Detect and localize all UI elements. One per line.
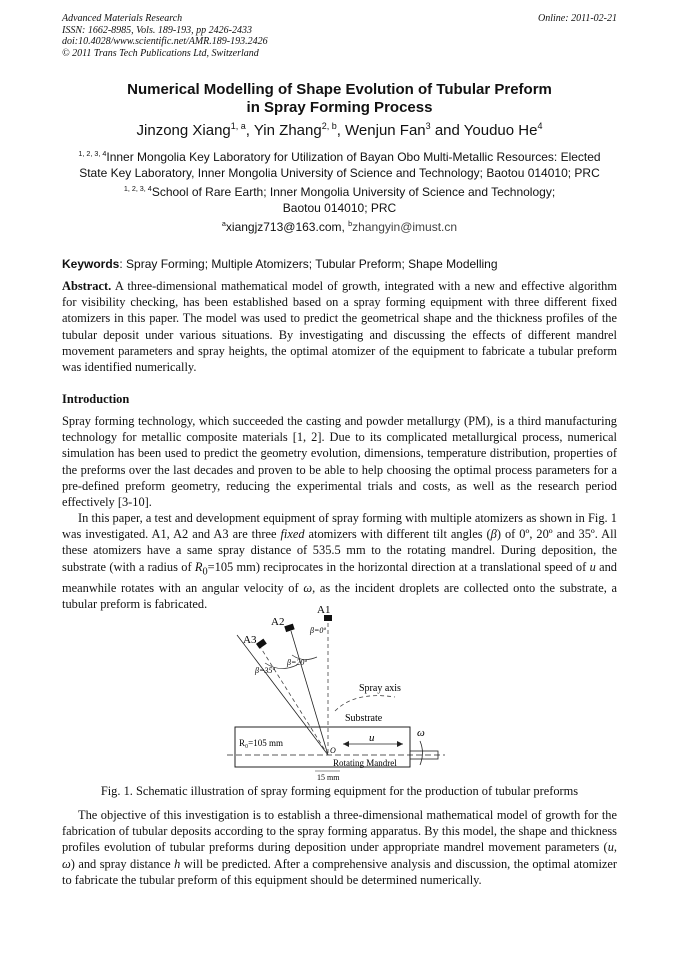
symbol-beta: β <box>490 527 497 542</box>
author-name: Yin Zhang <box>253 122 322 139</box>
affiliation-2 <box>62 184 617 216</box>
affiliation-1 <box>62 149 617 181</box>
title-line-2: in Spray Forming Process <box>246 99 433 116</box>
author-emails <box>62 220 617 234</box>
copyright: © 2011 Trans Tech Publications Ltd, Switzerland <box>62 47 259 59</box>
text-run-italic: fixed <box>280 527 305 542</box>
author-sup: 2, b <box>321 121 337 131</box>
author-sup: 4 <box>537 121 543 131</box>
label-a2: A2 <box>271 616 285 628</box>
affiliation-line: School of Rare Earth; Inner Mongolia University of Science and Technology; <box>151 185 556 199</box>
author-sup: 1, a <box>230 121 246 131</box>
label-a3: A3 <box>243 634 257 646</box>
text-run: ) of 0º, 20º and 35º. All these atomizers have a same spray distance of 535.5 mm to the rotating mandrel. During deposition, the substrate (with a radius of <box>62 527 617 574</box>
label-rotating-mandrel: Rotating Mandrel <box>333 758 397 768</box>
author-name: Wenjun Fan <box>345 122 426 139</box>
label-beta-0: β=0º <box>310 626 326 635</box>
paper-title <box>62 81 617 117</box>
symbol-h: h <box>174 856 181 871</box>
label-beta-20: β=20º <box>287 658 307 667</box>
abstract <box>62 278 617 375</box>
a3-spray-line <box>237 635 328 755</box>
author-name: Jinzong Xiang <box>136 122 231 139</box>
doi: doi:10.4028/www.scientific.net/AMR.189-193.2426 <box>62 36 268 47</box>
title-line-1: Numerical Modelling of Shape Evolution of Tubular Preform <box>127 81 552 98</box>
label-beta-35: β=35º <box>255 666 275 675</box>
a2-spray-line <box>291 631 328 755</box>
abstract-label: Abstract. <box>62 279 112 293</box>
keywords <box>62 257 617 271</box>
section-heading-introduction: Introduction <box>62 392 130 406</box>
abstract-text: A three-dimensional mathematical model of growth, integrated with a new and effective algorithm for visibility checking, has been established based on a spray forming equipment with three different fixed atomizers in this paper. The model was used to predict the geometrical shape and the thickness profiles of the tubular deposit under various situations. By investigating and discussing the effects of different mandrel movement parameters and spray heights, the optimal atomizer of the equipment to fabricate a tubular preform was identified numerically. <box>62 279 617 375</box>
symbol-r: R <box>194 559 203 574</box>
spray-forming-schematic <box>225 603 455 781</box>
email-link-b[interactable]: zhangyin@imust.cn <box>352 220 458 234</box>
author-name: Youduo He <box>463 122 538 139</box>
figure-1 <box>225 603 455 781</box>
affiliation-line: State Key Laboratory, Inner Mongolia University of Science and Technology; Baotou 014010; PRC <box>79 166 600 180</box>
email-sup: a <box>221 219 226 228</box>
symbol-u: u <box>589 559 596 574</box>
author-sep: , <box>336 122 346 139</box>
label-u: u <box>369 732 375 744</box>
author-sep: and <box>430 122 464 139</box>
label-radius: R₀=105 mm <box>239 738 283 748</box>
paragraph-3 <box>62 807 617 888</box>
text-run: ) and spray distance <box>70 856 175 871</box>
text-run: will be predicted. After a comprehensive analysis and discussion, the optimal atomizer to fabricate the tubular preform of this equipment should be determined numerically. <box>62 856 618 887</box>
text-run: In this paper, a test and development equipment of spray forming with multiple atomizers as shown in Fig. 1 was investigated. A1, A2 and A3 are three <box>62 511 617 542</box>
keywords-label: Keywords <box>62 257 120 271</box>
label-dimension: 15 mm <box>317 773 340 781</box>
a3-nozzle <box>256 639 267 649</box>
mandrel-shaft <box>410 751 438 759</box>
online-date: Online: 2011-02-21 <box>538 13 617 24</box>
label-spray-axis: Spray axis <box>359 683 401 694</box>
text-run: The objective of this investigation is to establish a three-dimensional mathematical model of growth for the fabrication of tubular deposits according to the spray forming apparatus. By this model, the shape and thickness profiles evolution of tubular preforms during deposition under appropriate mandrel movement parameters ( <box>62 808 617 855</box>
symbol-omega: ω <box>62 856 71 871</box>
journal-header <box>62 13 617 59</box>
journal-name: Advanced Materials Research <box>62 13 183 24</box>
affiliation-sup: 1, 2, 3, 4 <box>78 149 107 158</box>
email-sep: , <box>341 220 349 234</box>
author-list <box>62 121 617 141</box>
text-run: =105 mm) reciprocates in the horizontal direction at a translational speed of <box>207 559 590 574</box>
symbol-omega: ω <box>303 581 313 596</box>
text-run: atomizers with different tilt angles ( <box>304 527 491 542</box>
figure-caption: Fig. 1. Schematic illustration of spray forming equipment for the production of tubular preforms <box>100 784 579 798</box>
email-link-a[interactable]: xiangjz713@163.com <box>225 220 342 234</box>
email-sup: b <box>348 219 353 228</box>
keywords-text: : Spray Forming; Multiple Atomizers; Tubular Preform; Shape Modelling <box>119 257 498 271</box>
u-arrow-right <box>397 741 403 747</box>
a2-nozzle <box>284 624 294 632</box>
affiliation-line: Baotou 014010; PRC <box>282 201 397 215</box>
label-origin: O <box>330 746 336 755</box>
author-sep: , <box>245 122 254 139</box>
omega-arc <box>420 741 423 765</box>
intro-paragraph-2 <box>62 510 617 613</box>
issn: ISSN: 1662-8985, Vols. 189-193, pp 2426-2433 <box>62 24 252 36</box>
label-a1: A1 <box>317 604 331 616</box>
author-sup: 3 <box>425 121 431 131</box>
u-arrow-left <box>343 741 349 747</box>
symbol-u: u <box>607 840 614 855</box>
label-omega: ω <box>417 727 425 739</box>
text-run: and meanwhile rotates with an angular velocity of <box>62 559 617 596</box>
label-substrate: Substrate <box>345 713 383 724</box>
text-run: , as the incident droplets are collected onto the substrate, a tubular preform is fabricated. <box>62 581 618 612</box>
text-run: , <box>613 840 617 855</box>
spray-axis-curve <box>335 696 395 711</box>
intro-paragraph-1: Spray forming technology, which succeeded the casting and powder metallurgy (PM), is a third manufacturing technology for metallic composite materials [1, 2]. Due to its complicated metallurgical process, numerical simulation has been used to predict the geometry evolution, dimensions, temperature distribution, properties of the preforms over the last decades and proven to be able to help choosing the optimal process parameters for a pre-defined preform geometry, reducing the experimental trials and costs, as well as the research period effectively [3-10]. <box>62 414 617 510</box>
affiliation-sup: 1, 2, 3, 4 <box>123 184 152 193</box>
affiliation-line: Inner Mongolia Key Laboratory for Utilization of Bayan Obo Multi-Metallic Resources: Elected <box>106 150 601 164</box>
symbol-sub: 0 <box>202 566 208 578</box>
